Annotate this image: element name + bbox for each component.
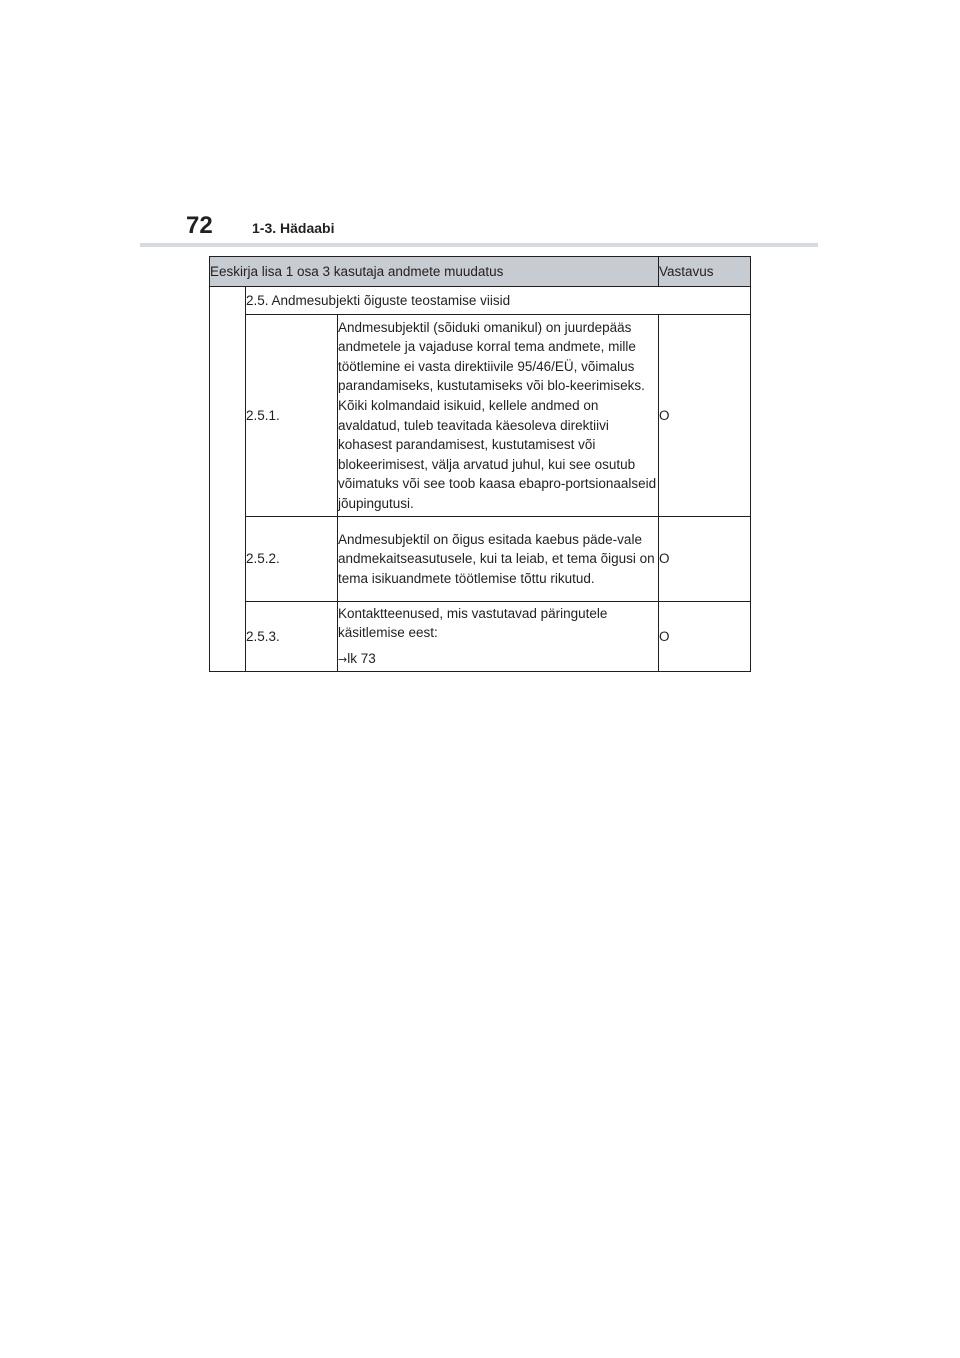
- group-title: 2.5. Andmesubjekti õiguste teostamise viisid: [246, 287, 751, 315]
- arrow-right-icon: →: [338, 652, 348, 666]
- section-title: 1-3. Hädaabi: [252, 220, 335, 236]
- row-text: Kontaktteenused, mis vastutavad päringutele käsitlemise eest:: [338, 605, 608, 641]
- data-rights-table: [209, 256, 751, 672]
- page-number: 72: [186, 212, 213, 239]
- row-number: 2.5.2.: [246, 517, 338, 602]
- group-title-row: [210, 287, 751, 315]
- table-row: [210, 517, 751, 602]
- row-number: 2.5.3.: [246, 602, 338, 672]
- column-header-conformity: Vastavus: [659, 257, 751, 287]
- table-row: [210, 315, 751, 517]
- indent-cell: [210, 287, 246, 672]
- row-description: [338, 517, 659, 602]
- table-header-row: [210, 257, 751, 287]
- row-conformity: O: [659, 517, 751, 602]
- row-conformity: O: [659, 315, 751, 517]
- row-number: 2.5.1.: [246, 315, 338, 517]
- page-reference[interactable]: [338, 649, 658, 670]
- row-description: [338, 602, 659, 672]
- row-description: [338, 315, 659, 517]
- page-reference-label: lk 73: [347, 650, 376, 666]
- column-header-description: Eeskirja lisa 1 osa 3 kasutaja andmete muudatus: [210, 257, 659, 287]
- header-divider: [140, 243, 818, 247]
- row-text: Andmesubjektil on õigus esitada kaebus päde-vale andmekaitseasutusele, kui ta leiab, et tema õigusi on tema isikuandmete töötlemise tõttu rikutud.: [338, 531, 655, 586]
- row-text: Andmesubjektil (sõiduki omanikul) on juurdepääs andmetele ja vajaduse korral tema andmete, mille töötlemine ei vasta direktiivile 95/46/EÜ, võimalus parandamiseks, kustutamiseks või blo-keerimiseks. Kõiki kolmandaid isikuid, kellele andmed on avaldatud, tuleb teavitada käesoleva direktiivi kohasest parandamisest, kustutamisest või blokeerimisest, välja arvatud juhul, kui see osutub võimatuks või see toob kaasa ebapro-portsionaalseid jõupingutusi.: [338, 319, 657, 511]
- table-row: [210, 602, 751, 672]
- row-conformity: O: [659, 602, 751, 672]
